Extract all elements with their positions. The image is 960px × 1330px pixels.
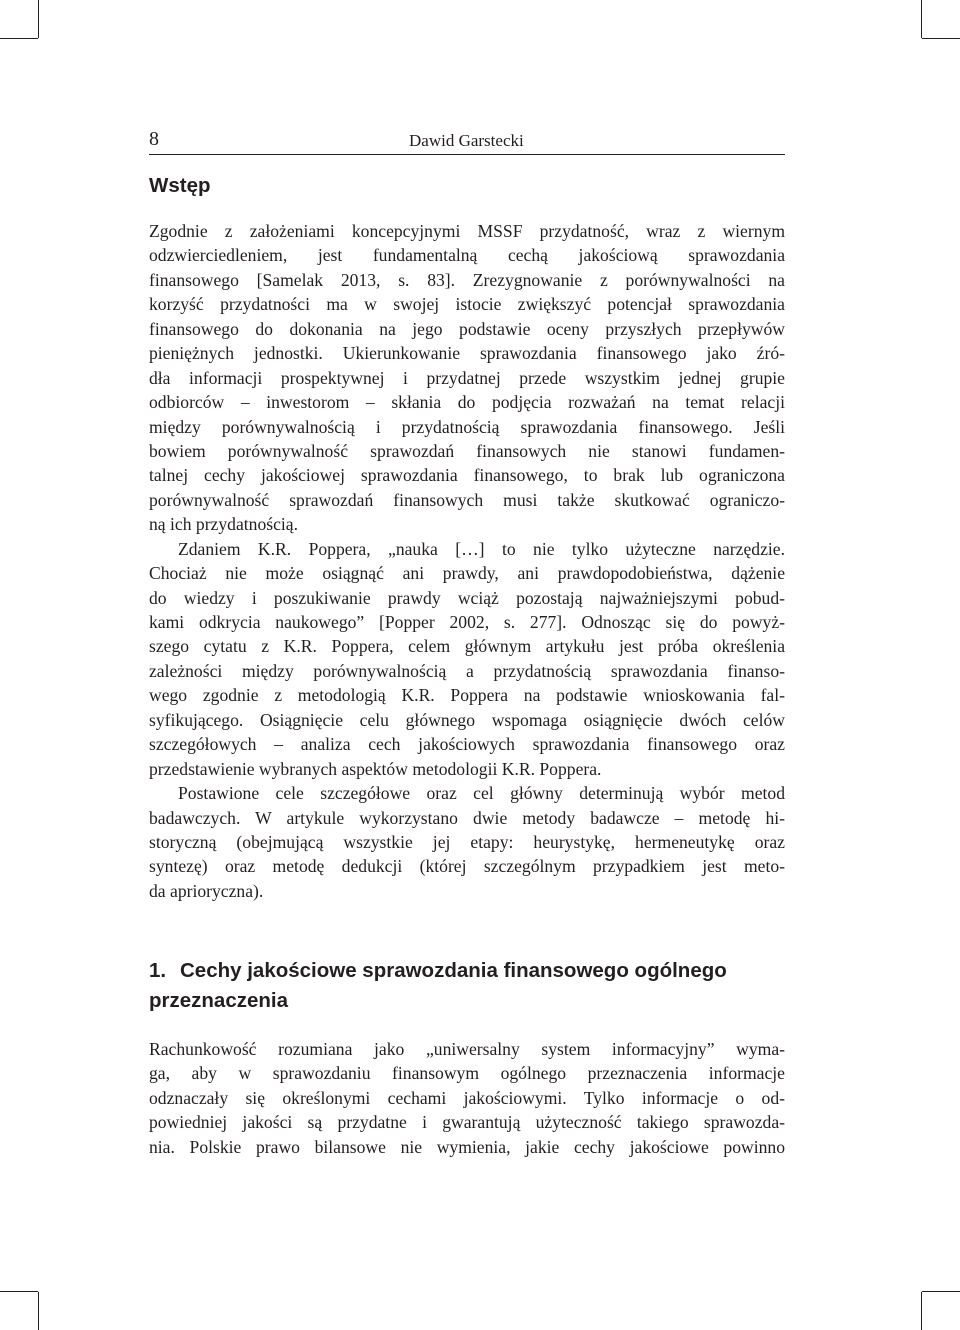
crop-mark-bottom-right	[921, 1292, 922, 1330]
body-line: talnej cechy jakościowej sprawozdania finansowego, to brak lub ograniczona	[149, 465, 785, 486]
body-line: Rachunkowość rozumiana jako „uniwersalny system informacyjny” wyma-	[149, 1039, 785, 1059]
body-line: zależności między porównywalnością a przydatnością sprawozdania finanso-	[149, 660, 785, 681]
body-line: storyczną (obejmującą wszystkie jej etapy: heurystykę, hermeneutykę oraz	[149, 831, 785, 852]
crop-mark-right-bottom	[922, 1291, 960, 1292]
body-line: wego zgodnie z metodologią K.R. Poppera na podstawie wnioskowania fal-	[149, 685, 785, 706]
body-line: przedstawienie wybranych aspektów metodologii K.R. Poppera.	[149, 758, 602, 779]
body-line: Postawione cele szczegółowe oraz cel główny determinują wybór metod	[178, 783, 785, 804]
crop-mark-bottom-left	[38, 1292, 39, 1330]
body-line: dła informacji prospektywnej i przydatnej przede wszystkim jednej grupie	[149, 367, 785, 388]
body-line: szego cytatu z K.R. Poppera, celem głównym artykułu jest próba określenia	[149, 636, 785, 657]
body-line: badawczych. W artykule wykorzystano dwie metody badawcze – metodę hi-	[149, 807, 785, 828]
body-line: ną ich przydatnością.	[149, 514, 298, 535]
body-line: powiedniej jakości są przydatne i gwarantują użyteczność takiego sprawozda-	[149, 1112, 785, 1133]
intro-heading: Wstęp	[149, 174, 211, 197]
body-line: Zdaniem K.R. Poppera, „nauka […] to nie tylko użyteczne narzędzie.	[178, 538, 785, 559]
body-line: syfikującego. Osiągnięcie celu głównego wspomaga osiągnięcie dwóch celów	[149, 709, 785, 730]
body-line: pieniężnych jednostki. Ukierunkowanie sprawozdania finansowego jako źró-	[149, 343, 785, 364]
body-line: korzyść przydatności ma w swojej istocie zwiększyć potencjał sprawozdania	[149, 294, 785, 315]
body-line: odzwierciedleniem, jest fundamentalną cechą jakościową sprawozdania	[149, 245, 785, 266]
body-line: porównywalność sprawozdań finansowych musi także skutkować ograniczo-	[149, 489, 785, 510]
body-line: nia. Polskie prawo bilansowe nie wymienia, jakie cechy jakościowe powinno	[149, 1136, 785, 1157]
body-line: finansowego do dokonania na jego podstawie oceny przyszłych przepływów	[149, 318, 785, 339]
crop-mark-top-left	[38, 0, 39, 38]
section-number: 1.	[149, 959, 167, 982]
running-head-author: Dawid Garstecki	[409, 131, 524, 150]
body-line: syntezę) oraz metodę dedukcji (której szczególnym przypadkiem jest meto-	[149, 856, 785, 877]
body-line: finansowego [Samelak 2013, s. 83]. Zrezygnowanie z porównywalności na	[149, 269, 785, 290]
body-line: do wiedzy i poszukiwanie prawdy wciąż pozostają najważniejszymi pobud-	[149, 587, 785, 608]
body-line: ga, aby w sprawozdaniu finansowym ogólnego przeznaczenia informacje	[149, 1063, 785, 1084]
body-line: bowiem porównywalność sprawozdań finansowych nie stanowi fundamen-	[149, 440, 785, 461]
body-line: między porównywalnością i przydatnością sprawozdania finansowego. Jeśli	[149, 416, 785, 437]
page-header	[149, 126, 785, 155]
section-1-heading	[149, 956, 785, 1016]
crop-mark-right-top	[922, 38, 960, 39]
crop-mark-top-right	[921, 0, 922, 38]
body-line: kami odkrycia naukowego” [Popper 2002, s. 277]. Odnosząc się do powyż-	[149, 612, 785, 632]
body-line: szczegółowych – analiza cech jakościowych sprawozdania finansowego oraz	[149, 734, 785, 755]
body-line: da aprioryczna).	[149, 880, 264, 901]
body-line: Chociaż nie może osiągnąć ani prawdy, ani prawdopodobieństwa, dążenie	[149, 563, 785, 584]
body-line: Zgodnie z założeniami koncepcyjnymi MSSF przydatność, wraz z wiernym	[149, 221, 785, 241]
section-title-line-1: Cechy jakościowe sprawozdania finansowego ogólnego	[180, 959, 727, 982]
crop-mark-left-bottom	[0, 1291, 38, 1292]
section-title-line-2: przeznaczenia	[149, 989, 288, 1012]
crop-mark-left-top	[0, 38, 38, 39]
page-number: 8	[149, 128, 159, 150]
body-line: odbiorców – inwestorom – skłania do podjęcia rozważań na temat relacji	[149, 392, 785, 413]
body-line: odznaczały się określonymi cechami jakościowymi. Tylko informacje o od-	[149, 1087, 785, 1108]
section-1-body	[149, 1037, 785, 1159]
intro-body	[149, 219, 785, 903]
